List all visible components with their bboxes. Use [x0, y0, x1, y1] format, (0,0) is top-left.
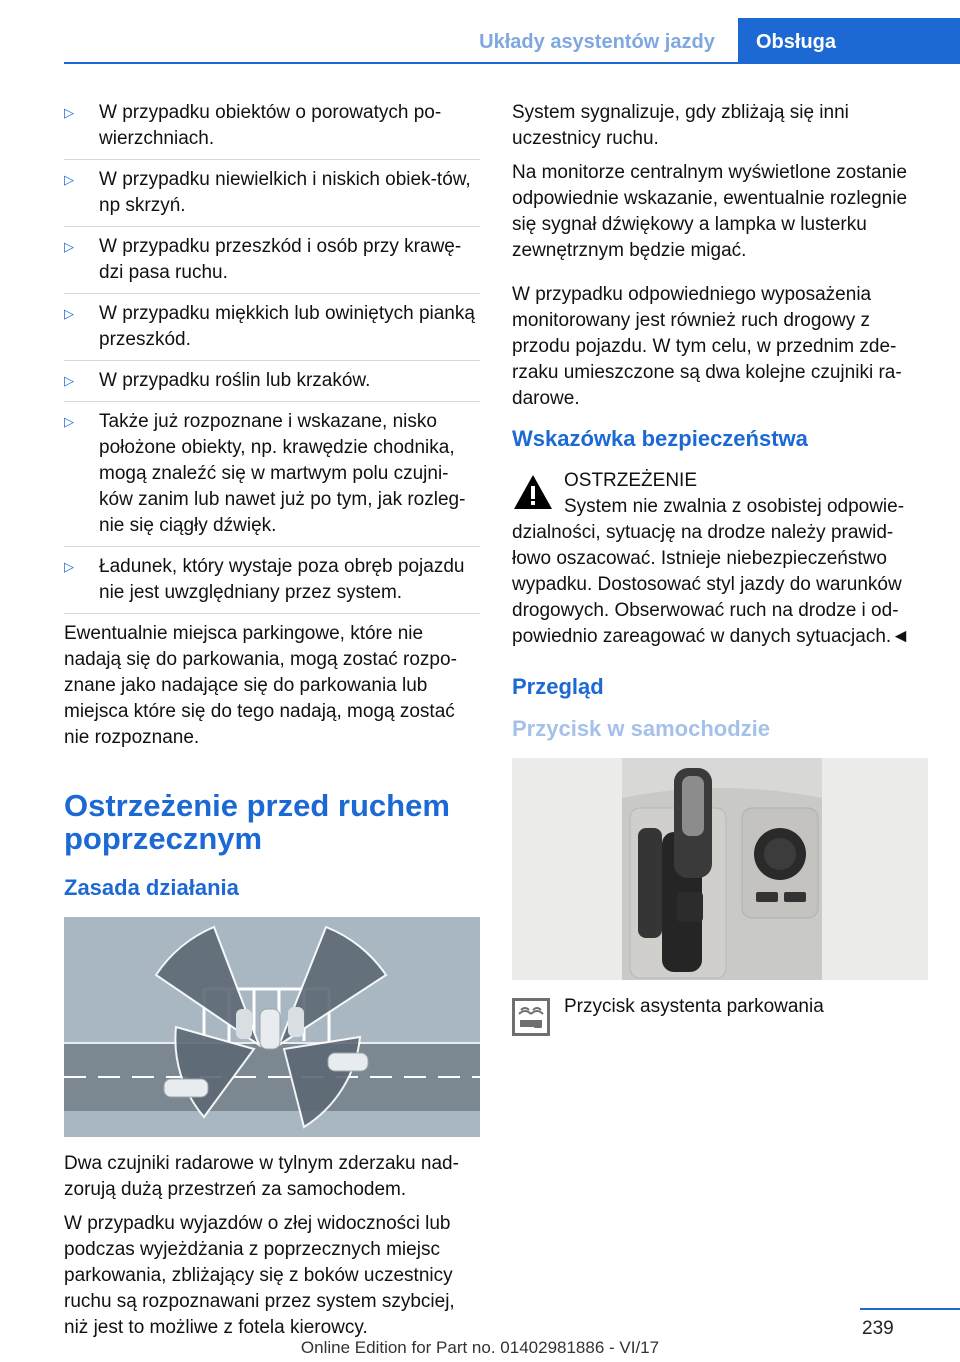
header-tab: Obsługa	[738, 18, 960, 64]
monitor-paragraph: Na monitorze centralnym wyświetlone zostanie odpowiednie wskazanie, ewentualnie rozlegnie się sygnał dźwiękowy a lampka w lusterku zewnętrznym będzie migać.	[512, 162, 908, 261]
list-item: ▷ Także już rozpoznane i wskazane, nisko położone obiekty, np. krawędzie chodnika, mogą znaleźć się w martwym polu czujni-ków zanim lub nawet już po tym, jak rozleg-nie się ciągły dźwięk.	[64, 409, 480, 547]
list-item: ▷ W przypadku niewielkich i niskich obiek-tów, np skrzyń.	[64, 167, 480, 227]
signal-paragraph: System sygnalizuje, gdy zbliżają się inni uczestnicy ruchu.	[512, 102, 849, 149]
edition-note: Online Edition for Part no. 01402981886 - VI/17	[300, 1338, 660, 1357]
list-item: ▷ W przypadku roślin lub krzaków.	[64, 368, 480, 402]
triangle-bullet-icon: ▷	[64, 306, 74, 321]
button-heading: Przycisk w samochodzie	[512, 716, 770, 741]
parking-spaces-paragraph: Ewentualnie miejsca parkingowe, które nie nadają się do parkowania, mogą zostać rozpo-znane jako nadające się do parkowania lub miejsca które się do tego nadają, mogą zostać nie rozpoznane.	[64, 623, 457, 748]
warning-body: System nie zwalnia z osobistej odpowie-dzialności, sytuację na drodze należy prawid-łowo oszacować. Istnieje niebezpieczeństwo wypadku. Dostosować styl jazdy do warunków drogowych. Obserwować ruch na drodze i od-powiednio zareagować w danych sytuacjach.◄	[512, 496, 910, 647]
list-item: ▷ Ładunek, który wystaje poza obręb pojazdu nie jest uwzględniany przez system.	[64, 554, 480, 614]
triangle-bullet-icon: ▷	[64, 414, 74, 429]
radar-paragraph: Dwa czujniki radarowe w tylnym zderzaku nad-zorują dużą przestrzeń za samochodem.	[64, 1153, 459, 1200]
triangle-bullet-icon: ▷	[64, 559, 74, 574]
parking-button-row	[512, 994, 928, 1034]
warning-title: OSTRZEŻENIE	[564, 470, 698, 491]
list-item: ▷ W przypadku przeszkód i osób przy krawę-dzi pasa ruchu.	[64, 234, 480, 294]
cross-traffic-illustration	[64, 917, 480, 1137]
page-number: 239	[862, 1318, 894, 1339]
list-item: ▷ W przypadku obiektów o porowatych po-wierzchniach.	[64, 100, 480, 160]
list-item: ▷ W przypadku miękkich lub owiniętych pianką przeszkód.	[64, 301, 480, 361]
parking-button-caption: Przycisk asystenta parkowania	[564, 996, 824, 1017]
safety-heading: Wskazówka bezpieczeństwa	[512, 426, 808, 451]
left-column	[64, 100, 480, 1349]
triangle-bullet-icon: ▷	[64, 373, 74, 388]
right-column	[512, 100, 928, 1034]
footer-rule	[860, 1308, 960, 1310]
warning-triangle-icon	[512, 472, 554, 512]
limitations-list	[64, 100, 480, 614]
subsection-heading: Zasada działania	[64, 875, 239, 900]
triangle-bullet-icon: ▷	[64, 105, 74, 120]
center-console-photo	[512, 758, 928, 980]
overview-heading: Przegląd	[512, 674, 604, 699]
header-rule	[64, 62, 960, 64]
parking-assistant-button-icon	[512, 998, 550, 1036]
section-heading: Ostrzeżenie przed ruchem poprzecznym	[64, 788, 450, 856]
warning-block	[512, 468, 928, 650]
header-section-title: Układy asystentów jazdy	[479, 31, 715, 53]
visibility-paragraph: W przypadku wyjazdów o złej widoczności lub podczas wyjeżdżania z poprzecznych miejsc parkowania, zbliżający się z boków uczestnicy ruchu są rozpoznawani przez system szybciej, niż jest to możliwe z fotela kierowcy.	[64, 1213, 455, 1338]
triangle-bullet-icon: ▷	[64, 172, 74, 187]
triangle-bullet-icon: ▷	[64, 239, 74, 254]
front-radar-paragraph: W przypadku odpowiedniego wyposażenia monitorowany jest również ruch drogowy z przodu pojazdu. W tym celu, w przednim zde-rzaku umieszczone są dwa kolejne czujniki ra-darowe.	[512, 284, 902, 409]
